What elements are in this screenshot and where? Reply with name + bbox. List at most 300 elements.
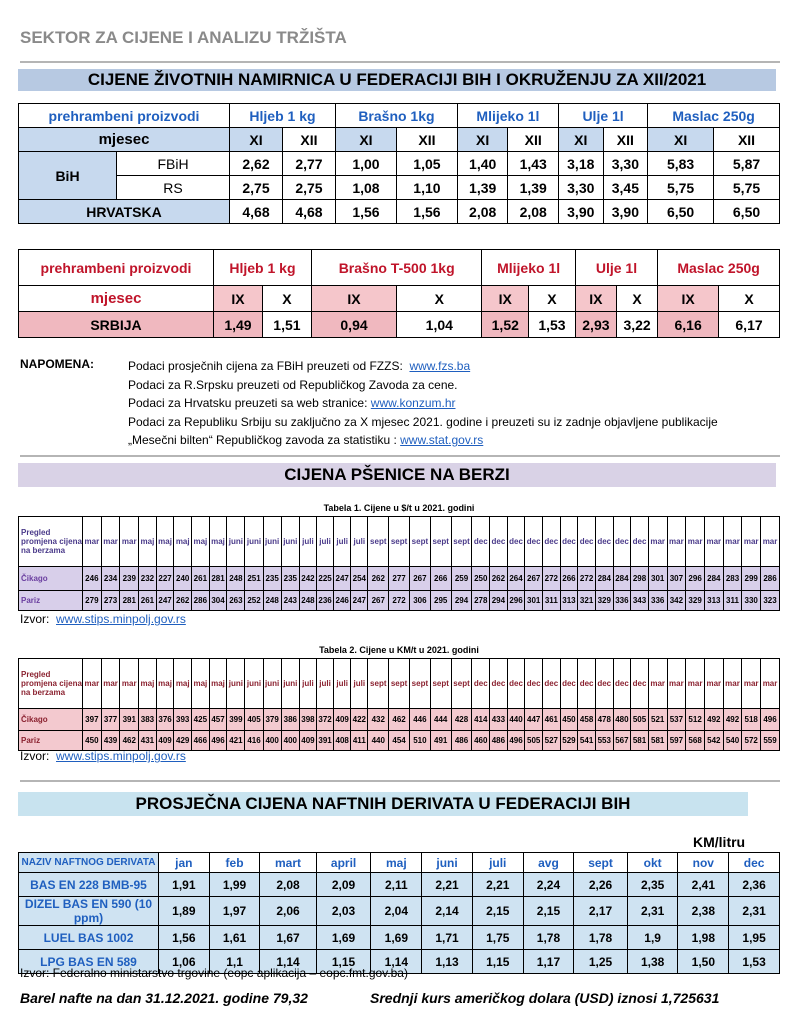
pariz-value: 496 (507, 731, 525, 751)
serbia-prices-table (18, 249, 780, 338)
product-header: Mlijeko 1l (457, 104, 558, 128)
fuel-value: 1,67 (260, 926, 316, 950)
fuel-value: 1,91 (159, 873, 210, 897)
row-label: Pariz (19, 731, 83, 751)
chikago-value: 397 (83, 709, 102, 731)
pariz-value: 281 (120, 591, 139, 611)
month-cell: XI (558, 128, 603, 152)
chikago-value: 247 (334, 567, 351, 591)
pariz-value: 248 (299, 591, 316, 611)
value-cell: 3,22 (616, 312, 657, 338)
wheat-km-table (18, 658, 780, 751)
pariz-value: 421 (227, 731, 245, 751)
chikago-value: 283 (723, 567, 742, 591)
month-header: juli (299, 517, 316, 567)
chikago-value: 299 (742, 567, 761, 591)
month-cell: X (529, 286, 576, 312)
value-cell: 1,08 (335, 176, 396, 200)
note-text: Podaci za Republiku Srbiju su zaključno za X mjesec 2021. godine i preuzeti su iz zadnje objavljene publikacije (128, 414, 718, 429)
pariz-value: 261 (139, 591, 157, 611)
fuel-value: 2,26 (574, 873, 627, 897)
pariz-value: 486 (451, 731, 472, 751)
fuel-value: 2,38 (678, 897, 729, 926)
stips-link[interactable]: www.stips.minpolj.gov.rs (56, 612, 186, 626)
chikago-value: 239 (120, 567, 139, 591)
pariz-value: 572 (742, 731, 761, 751)
wheat-table1-caption-wrap (18, 503, 780, 515)
products-label: prehrambeni proizvodi (19, 104, 230, 128)
fuel-value: 1,25 (574, 950, 627, 974)
value-cell: 0,94 (311, 312, 396, 338)
value-cell: 1,49 (214, 312, 263, 338)
row-label: RS (117, 176, 230, 200)
chikago-value: 422 (351, 709, 368, 731)
fuel-value: 2,35 (627, 873, 678, 897)
pariz-value: 429 (174, 731, 192, 751)
month-header: maj (139, 659, 157, 709)
pariz-value: 462 (120, 731, 139, 751)
chikago-value: 446 (410, 709, 431, 731)
value-cell: 6,50 (648, 200, 714, 224)
pariz-value: 311 (543, 591, 561, 611)
product-header: Brašno 1kg (335, 104, 457, 128)
value-cell: 2,08 (457, 200, 508, 224)
chikago-value: 480 (613, 709, 631, 731)
value-cell: 3,30 (603, 152, 648, 176)
month-header: maj (209, 659, 227, 709)
chikago-value: 284 (613, 567, 631, 591)
month-header: juli (317, 659, 334, 709)
value-cell: 3,90 (603, 200, 648, 224)
fuel-value: 2,11 (371, 873, 422, 897)
fuel-row (19, 873, 780, 897)
value-cell: 3,18 (558, 152, 603, 176)
divider (20, 455, 780, 457)
value-cell: 2,62 (230, 152, 283, 176)
fuel-value: 2,14 (422, 897, 473, 926)
chikago-value: 405 (245, 709, 263, 731)
bih-prices-table (18, 103, 780, 224)
month-cell: IX (658, 286, 719, 312)
fuel-value: 2,36 (729, 873, 780, 897)
pariz-value: 408 (334, 731, 351, 751)
chikago-value: 284 (595, 567, 613, 591)
month-header: sept (389, 659, 410, 709)
value-cell: 1,10 (396, 176, 457, 200)
chikago-value: 296 (686, 567, 705, 591)
chikago-value: 391 (120, 709, 139, 731)
product-header: Ulje 1l (558, 104, 647, 128)
fuel-value: 1,1 (209, 950, 260, 974)
pariz-value: 304 (209, 591, 227, 611)
section3-title: PROSJEČNA CIJENA NAFTNIH DERIVATA U FEDERACIJI BIH (18, 792, 748, 816)
month-header: dec (490, 659, 508, 709)
month-header: mar (83, 517, 102, 567)
products-label: prehrambeni proizvodi (19, 250, 214, 286)
chikago-value: 462 (389, 709, 410, 731)
value-cell: 6,50 (714, 200, 780, 224)
pariz-value: 273 (101, 591, 120, 611)
chikago-value: 376 (156, 709, 174, 731)
pariz-value: 278 (472, 591, 490, 611)
chikago-value: 379 (263, 709, 281, 731)
chikago-value: 254 (351, 567, 368, 591)
pariz-value: 440 (368, 731, 389, 751)
month-header: juni (227, 659, 245, 709)
month-header: dec (729, 853, 780, 873)
month-cell: XII (603, 128, 648, 152)
chikago-value: 505 (631, 709, 649, 731)
pariz-value: 296 (507, 591, 525, 611)
note-text: Podaci prosječnih cijena za FBiH preuzeti od FZZS: (128, 359, 403, 373)
month-header: mar (667, 517, 686, 567)
wheat-usd-table (18, 516, 780, 611)
month-cell: X (719, 286, 780, 312)
month-header: juli (334, 517, 351, 567)
fuel-value: 1,69 (371, 926, 422, 950)
month-header: maj (174, 517, 192, 567)
month-header: juli (351, 517, 368, 567)
chikago-value: 242 (299, 567, 316, 591)
fuel-row (19, 926, 780, 950)
chikago-value: 444 (430, 709, 451, 731)
month-header: juni (263, 659, 281, 709)
fuel-value: 1,15 (472, 950, 523, 974)
wheat-table2-title: Tabela 2. Cijene u KM/t u 2021. godini (319, 645, 479, 655)
unit-label: KM/litru (693, 834, 746, 850)
chikago-value: 248 (227, 567, 245, 591)
product-header: Maslac 250g (658, 250, 780, 286)
month-header: mar (742, 517, 761, 567)
note-label: NAPOMENA: (20, 357, 94, 371)
chikago-value: 496 (761, 709, 780, 731)
month-header: dec (560, 517, 578, 567)
pariz-value: 431 (139, 731, 157, 751)
month-header: dec (543, 517, 561, 567)
pariz-value: 567 (613, 731, 631, 751)
pariz-value: 486 (490, 731, 508, 751)
pariz-value: 329 (686, 591, 705, 611)
product-header: Maslac 250g (648, 104, 780, 128)
month-cell: XI (648, 128, 714, 152)
fuel-value: 1,9 (627, 926, 678, 950)
value-cell: 1,51 (262, 312, 311, 338)
fuel-value: 2,21 (422, 873, 473, 897)
fuel-value: 1,06 (159, 950, 210, 974)
pariz-value: 301 (525, 591, 543, 611)
month-header: juni (227, 517, 245, 567)
chikago-value: 492 (704, 709, 723, 731)
month-header: maj (192, 659, 210, 709)
chikago-value: 478 (595, 709, 613, 731)
fuel-value: 1,98 (678, 926, 729, 950)
fuel-value: 1,17 (523, 950, 574, 974)
pariz-value: 568 (686, 731, 705, 751)
fuel-value: 1,95 (729, 926, 780, 950)
section1-title: CIJENE ŽIVOTNIH NAMIRNICA U FEDERACIJI BIH I OKRUŽENJU ZA XII/2021 (18, 69, 776, 91)
month-cell: XI (457, 128, 508, 152)
value-cell: 5,75 (648, 176, 714, 200)
chikago-value: 234 (101, 567, 120, 591)
month-cell: XI (230, 128, 283, 152)
fuel-value: 1,69 (316, 926, 371, 950)
pariz-value: 466 (192, 731, 210, 751)
month-header: sept (451, 517, 472, 567)
month-cell: XI (335, 128, 396, 152)
month-cell: XII (396, 128, 457, 152)
value-cell: 2,75 (230, 176, 283, 200)
value-cell: 1,05 (396, 152, 457, 176)
chikago-value: 284 (704, 567, 723, 591)
month-header: juli (317, 517, 334, 567)
fuel-name: LPG BAS EN 589 (19, 950, 159, 974)
fzs-link[interactable]: www.fzs.ba (409, 359, 471, 373)
pariz-value: 416 (245, 731, 263, 751)
chikago-value: 307 (667, 567, 686, 591)
month-header: sept (410, 517, 431, 567)
month-header: mar (686, 517, 705, 567)
value-cell: 1,39 (457, 176, 508, 200)
month-header: mar (742, 659, 761, 709)
pariz-value: 505 (525, 731, 543, 751)
month-cell: XII (714, 128, 780, 152)
product-header: Brašno T-500 1kg (311, 250, 482, 286)
month-header: dec (595, 517, 613, 567)
value-cell: 1,00 (335, 152, 396, 176)
chikago-value: 240 (174, 567, 192, 591)
month-header: dec (578, 517, 596, 567)
fuel-value: 2,06 (260, 897, 316, 926)
month-header: dec (490, 517, 508, 567)
value-cell: 2,75 (282, 176, 335, 200)
month-header: juli (299, 659, 316, 709)
month-header: juni (245, 517, 263, 567)
fuel-value: 1,56 (159, 926, 210, 950)
pariz-value: 527 (543, 731, 561, 751)
fuel-value: 1,14 (371, 950, 422, 974)
chikago-value: 262 (490, 567, 508, 591)
month-header: dec (613, 517, 631, 567)
month-header: juni (281, 517, 299, 567)
fuel-value: 2,09 (316, 873, 371, 897)
konzum-link[interactable]: www.konzum.hr (370, 396, 456, 410)
month-header: mar (120, 517, 139, 567)
month-header: mar (704, 659, 723, 709)
value-cell: 1,04 (397, 312, 482, 338)
month-header: mar (101, 659, 120, 709)
month-cell: XII (508, 128, 559, 152)
chikago-value: 272 (578, 567, 596, 591)
row-label: Čikago (19, 709, 83, 731)
month-label: mjesec (19, 286, 214, 312)
month-header: mar (686, 659, 705, 709)
pariz-value: 496 (209, 731, 227, 751)
fuel-name: LUEL BAS 1002 (19, 926, 159, 950)
month-header: maj (156, 659, 174, 709)
month-header: juni (422, 853, 473, 873)
chikago-value: 277 (389, 567, 410, 591)
stips-link[interactable]: www.stips.minpolj.gov.rs (56, 749, 186, 763)
month-header: juni (263, 517, 281, 567)
value-cell: 5,87 (714, 152, 780, 176)
row-label: FBiH (117, 152, 230, 176)
wheat-source-2 (20, 749, 186, 763)
fuel-value: 1,61 (209, 926, 260, 950)
month-header: maj (209, 517, 227, 567)
barrel-price: Barel nafte na dan 31.12.2021. godine 79,32 (20, 990, 308, 1006)
pariz-value: 243 (281, 591, 299, 611)
fuel-value: 1,50 (678, 950, 729, 974)
month-header: mart (260, 853, 316, 873)
pariz-value: 294 (451, 591, 472, 611)
chikago-value: 433 (490, 709, 508, 731)
chikago-value: 235 (281, 567, 299, 591)
month-cell: IX (575, 286, 616, 312)
pariz-value: 597 (667, 731, 686, 751)
value-cell: 5,75 (714, 176, 780, 200)
pariz-value: 439 (101, 731, 120, 751)
row-label: Čikago (19, 567, 83, 591)
chikago-value: 286 (761, 567, 780, 591)
month-cell: IX (482, 286, 529, 312)
row-label: Pregled promjena cijena na berzama (19, 659, 83, 709)
fuel-row (19, 897, 780, 926)
month-header: mar (667, 659, 686, 709)
chikago-value: 267 (525, 567, 543, 591)
chikago-value: 521 (648, 709, 667, 731)
month-header: maj (156, 517, 174, 567)
fuel-value: 2,41 (678, 873, 729, 897)
value-cell: 2,77 (282, 152, 335, 176)
month-header: juni (281, 659, 299, 709)
month-header: dec (507, 517, 525, 567)
pariz-value: 330 (742, 591, 761, 611)
chikago-value: 383 (139, 709, 157, 731)
value-cell: 3,45 (603, 176, 648, 200)
pariz-value: 336 (648, 591, 667, 611)
pariz-value: 323 (761, 591, 780, 611)
month-cell: XII (282, 128, 335, 152)
month-cell: X (616, 286, 657, 312)
pariz-value: 263 (227, 591, 245, 611)
pariz-value: 409 (156, 731, 174, 751)
month-header: juli (351, 659, 368, 709)
pariz-value: 313 (704, 591, 723, 611)
pariz-value: 267 (368, 591, 389, 611)
fuel-value: 2,31 (729, 897, 780, 926)
pariz-value: 541 (578, 731, 596, 751)
chikago-value: 235 (263, 567, 281, 591)
chikago-value: 432 (368, 709, 389, 731)
month-header: dec (525, 659, 543, 709)
pariz-value: 286 (192, 591, 210, 611)
chikago-value: 393 (174, 709, 192, 731)
month-header: mar (83, 659, 102, 709)
fuel-value: 2,15 (472, 897, 523, 926)
row-label: Pariz (19, 591, 83, 611)
value-cell: 1,39 (508, 176, 559, 200)
usd-rate: Srednji kurs američkog dolara (USD) iznosi 1,725631 (370, 990, 720, 1006)
pariz-value: 247 (156, 591, 174, 611)
fuel-value: 1,15 (316, 950, 371, 974)
stat-link[interactable]: www.stat.gov.rs (400, 433, 484, 447)
month-header: dec (613, 659, 631, 709)
product-header: Ulje 1l (575, 250, 657, 286)
row-label: SRBIJA (19, 312, 214, 338)
month-header: mar (723, 517, 742, 567)
pariz-value: 559 (761, 731, 780, 751)
month-header: sept (368, 659, 389, 709)
fuel-value: 2,15 (523, 897, 574, 926)
fuel-value: 1,99 (209, 873, 260, 897)
source-label: Izvor: (20, 749, 50, 763)
month-cell: IX (214, 286, 263, 312)
pariz-value: 252 (245, 591, 263, 611)
month-header: dec (560, 659, 578, 709)
chikago-value: 301 (648, 567, 667, 591)
pariz-value: 321 (578, 591, 596, 611)
pariz-value: 248 (263, 591, 281, 611)
pariz-value: 460 (472, 731, 490, 751)
note-text: Podaci za R.Srpsku preuzeti od Republičkog Zavoda za cene. (128, 377, 458, 392)
pariz-value: 540 (723, 731, 742, 751)
value-cell: 4,68 (282, 200, 335, 224)
chikago-value: 399 (227, 709, 245, 731)
pariz-value: 336 (613, 591, 631, 611)
chikago-value: 267 (410, 567, 431, 591)
month-header: april (316, 853, 371, 873)
pariz-value: 491 (430, 731, 451, 751)
chikago-value: 492 (723, 709, 742, 731)
chikago-value: 266 (560, 567, 578, 591)
fuel-value: 2,21 (472, 873, 523, 897)
value-cell: 6,16 (658, 312, 719, 338)
fuel-value: 1,38 (627, 950, 678, 974)
pariz-value: 294 (490, 591, 508, 611)
month-header: mar (101, 517, 120, 567)
bih-label: BiH (19, 152, 117, 200)
month-header: mar (761, 517, 780, 567)
fuel-value: 1,14 (260, 950, 316, 974)
pariz-value: 342 (667, 591, 686, 611)
month-header: mar (120, 659, 139, 709)
pariz-value: 411 (351, 731, 368, 751)
chikago-value: 264 (507, 567, 525, 591)
source-label: Izvor: (20, 612, 50, 626)
month-header: juni (245, 659, 263, 709)
value-cell: 2,93 (575, 312, 616, 338)
fuel-name: BAS EN 228 BMB-95 (19, 873, 159, 897)
fuel-value: 1,13 (422, 950, 473, 974)
chikago-value: 259 (451, 567, 472, 591)
pariz-value: 581 (631, 731, 649, 751)
pariz-value: 329 (595, 591, 613, 611)
month-label: mjesec (19, 128, 230, 152)
chikago-value: 250 (472, 567, 490, 591)
fuel-source: Izvor: Federalno ministarstvo trgovine (eopc aplikacija – eopc.fmt.gov.ba) (20, 966, 408, 980)
pariz-value: 311 (723, 591, 742, 611)
month-header: sept (574, 853, 627, 873)
note-block (128, 357, 718, 450)
month-cell: IX (311, 286, 396, 312)
fuel-prices-table (18, 852, 780, 974)
fuel-value: 1,75 (472, 926, 523, 950)
chikago-value: 227 (156, 567, 174, 591)
sector-title: SEKTOR ZA CIJENE I ANALIZU TRŽIŠTA (20, 28, 347, 47)
pariz-value: 542 (704, 731, 723, 751)
fuel-header-label: NAZIV NAFTNOG DERIVATA (19, 853, 159, 873)
divider (20, 61, 780, 63)
